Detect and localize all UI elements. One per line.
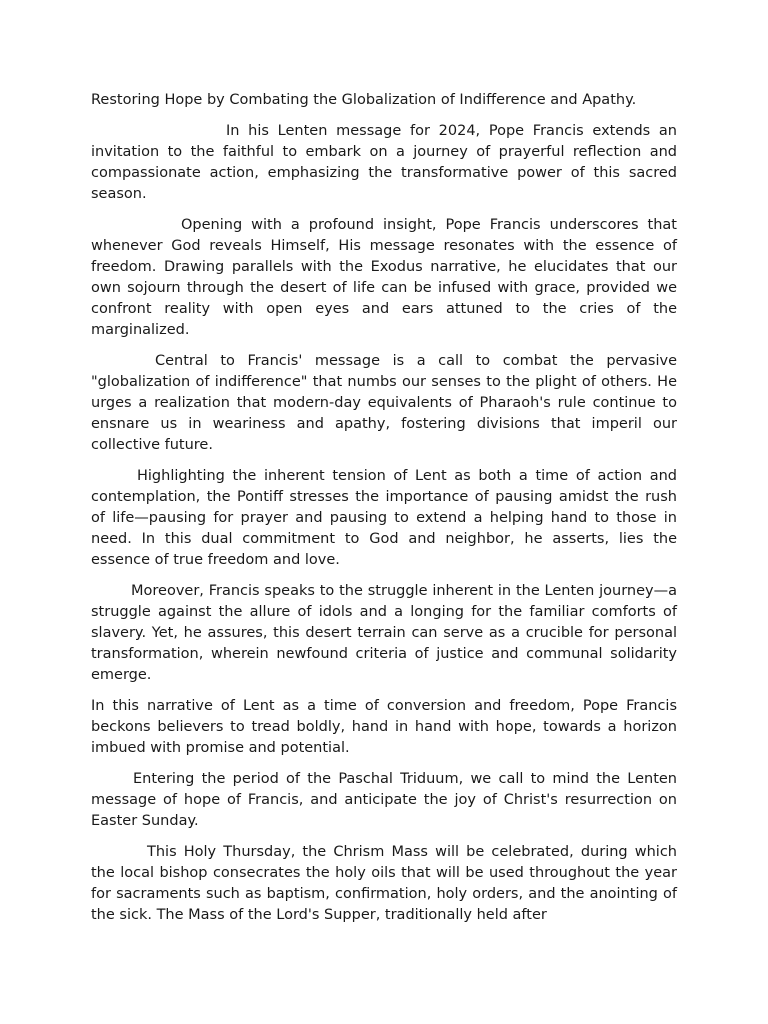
paragraph-8: This Holy Thursday, the Chrism Mass will be celebrated, during which the local bishop consecrates the holy oils that will be used throughout the year for sacraments such as baptism, confirmation, holy orders, and the anointing of the sick. The Mass of the Lord's Supper, traditionally held after [91, 844, 677, 923]
paragraph-7: Entering the period of the Paschal Triduum, we call to mind the Lenten message of hope of Francis, and anticipate the joy of Christ's resurrection on Easter Sunday. [91, 771, 677, 829]
paragraph-1: In his Lenten message for 2024, Pope Francis extends an invitation to the faithful to embark on a journey of prayerful reflection and compassionate action, emphasizing the transformative power of this sacred season. [91, 123, 677, 202]
paragraph-2: Opening with a profound insight, Pope Francis underscores that whenever God reveals Himself, His message resonates with the essence of freedom. Drawing parallels with the Exodus narrative, he elucidates that our own sojourn through the desert of life can be infused with grace, provided we confront reality with open eyes and ears attuned to the cries of the marginalized. [91, 217, 677, 338]
document-body [91, 90, 677, 936]
paragraph-4: Highlighting the inherent tension of Lent as both a time of action and contemplation, the Pontiff stresses the importance of pausing amidst the rush of life—pausing for prayer and pausing to extend a helping hand to those in need. In this dual commitment to God and neighbor, he asserts, lies the essence of true freedom and love. [91, 468, 677, 568]
paragraph-5: Moreover, Francis speaks to the struggle inherent in the Lenten journey—a struggle against the allure of idols and a longing for the familiar comforts of slavery. Yet, he assures, this desert terrain can serve as a crucible for personal transformation, wherein newfound criteria of justice and communal solidarity emerge. [91, 583, 677, 683]
paragraph-6: In this narrative of Lent as a time of conversion and freedom, Pope Francis beckons believers to tread boldly, hand in hand with hope, towards a horizon imbued with promise and potential. [91, 698, 677, 756]
paragraph-3: Central to Francis' message is a call to combat the pervasive "globalization of indifference" that numbs our senses to the plight of others. He urges a realization that modern-day equivalents of Pharaoh's rule continue to ensnare us in weariness and apathy, fostering divisions that imperil our collective future. [91, 353, 677, 453]
document-title: Restoring Hope by Combating the Globalization of Indifference and Apathy. [91, 92, 637, 108]
